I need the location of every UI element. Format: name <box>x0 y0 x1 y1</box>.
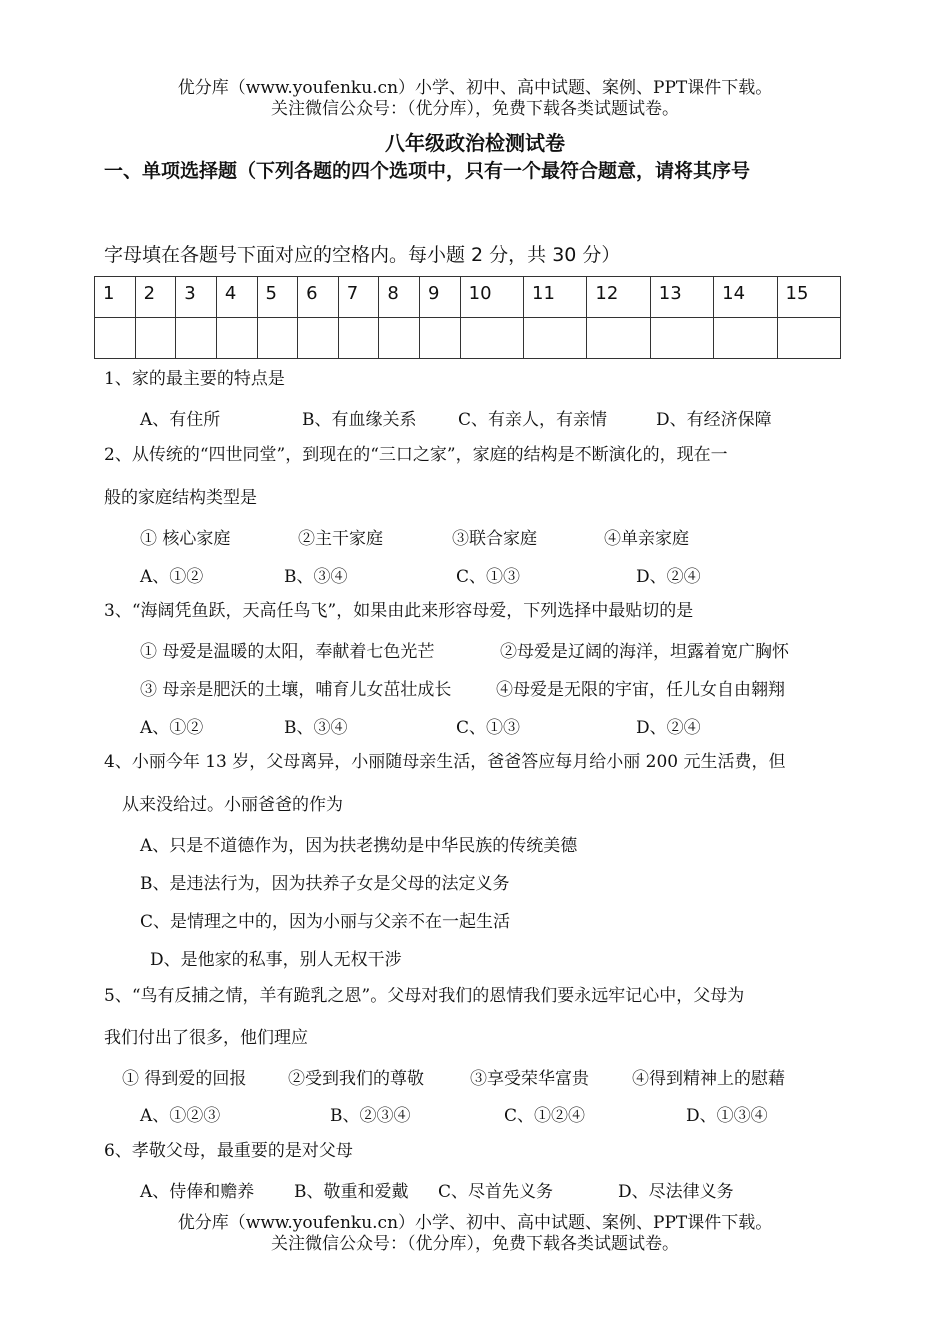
answer-table-blank-row <box>95 318 841 359</box>
question-5-option-c: C、①②④ <box>504 1106 586 1126</box>
question-5-stem: 5、“鸟有反捕之情，羊有跪乳之恩”。父母对我们的恩情我们要永远牢记心中，父母为 <box>104 986 745 1006</box>
question-2-item-2: ②主干家庭 <box>298 529 383 549</box>
question-4-stem-continued: 从来没给过。小丽爸爸的作为 <box>122 795 343 815</box>
exam-title: 八年级政治检测试卷 <box>385 131 565 155</box>
question-2-item-1: ① 核心家庭 <box>140 529 231 549</box>
answer-cell[interactable] <box>257 318 298 359</box>
question-5-item-1: ① 得到爱的回报 <box>122 1069 247 1089</box>
header-line-1: 优分库（www.youfenku.cn）小学、初中、高中试题、案例、PPT课件下载。 <box>177 78 773 98</box>
question-5-option-a: A、①②③ <box>140 1106 221 1126</box>
question-1-option-b: B、有血缘关系 <box>302 410 417 430</box>
question-2-item-3: ③联合家庭 <box>452 529 537 549</box>
answer-number: 6 <box>298 277 339 318</box>
question-2-option-d: D、②④ <box>636 567 701 587</box>
footer-line-2: 关注微信公众号：（优分库），免费下载各类试题试卷。 <box>271 1234 679 1254</box>
question-1-option-c: C、有亲人，有亲情 <box>458 410 608 430</box>
answer-number: 7 <box>338 277 379 318</box>
question-2-option-c: C、①③ <box>456 567 521 587</box>
question-6-option-a: A、侍俸和赡养 <box>140 1182 255 1202</box>
footer-line-1: 优分库（www.youfenku.cn）小学、初中、高中试题、案例、PPT课件下载。 <box>177 1213 773 1233</box>
question-4-option-b: B、是违法行为，因为扶养子女是父母的法定义务 <box>140 874 510 894</box>
answer-number: 11 <box>524 277 587 318</box>
question-3-option-a: A、①② <box>140 718 204 738</box>
answer-cell[interactable] <box>379 318 420 359</box>
question-6-option-d: D、尽法律义务 <box>618 1182 734 1202</box>
question-1-option-d: D、有经济保障 <box>656 410 772 430</box>
answer-number: 8 <box>379 277 420 318</box>
answer-cell[interactable] <box>460 318 523 359</box>
question-3-stem: 3、“海阔凭鱼跃，天高任鸟飞”，如果由此来形容母爱，下列选择中最贴切的是 <box>104 601 694 621</box>
answer-cell[interactable] <box>298 318 339 359</box>
question-3-item-1: ① 母爱是温暖的太阳，奉献着七色光芒 <box>140 642 435 662</box>
answer-number: 15 <box>777 277 841 318</box>
answer-cell[interactable] <box>524 318 587 359</box>
question-3-option-c: C、①③ <box>456 718 521 738</box>
question-6-option-c: C、尽首先义务 <box>438 1182 554 1202</box>
question-4-option-c: C、是情理之中的，因为小丽与父亲不在一起生活 <box>140 912 511 932</box>
section-heading: 一、单项选择题（下列各题的四个选项中，只有一个最符合题意，请将其序号 <box>104 160 751 182</box>
question-5-item-3: ③享受荣华富贵 <box>470 1069 589 1089</box>
question-2-option-a: A、①② <box>140 567 204 587</box>
answer-number: 3 <box>176 277 217 318</box>
answer-cell[interactable] <box>338 318 379 359</box>
question-4-option-d: D、是他家的私事，别人无权干涉 <box>150 950 402 970</box>
question-3-item-3: ③ 母亲是肥沃的土壤，哺育儿女茁壮成长 <box>140 680 452 700</box>
answer-number: 2 <box>135 277 176 318</box>
answer-table-number-row <box>95 277 841 318</box>
question-1-option-a: A、有住所 <box>140 410 221 430</box>
question-5-option-d: D、①③④ <box>686 1106 768 1126</box>
answer-cell[interactable] <box>216 318 257 359</box>
answer-cell[interactable] <box>135 318 176 359</box>
question-4-option-a: A、只是不道德作为，因为扶老携幼是中华民族的传统美德 <box>140 836 578 856</box>
question-3-option-b: B、③④ <box>284 718 348 738</box>
answer-cell[interactable] <box>650 318 713 359</box>
answer-cell[interactable] <box>176 318 217 359</box>
answer-number: 4 <box>216 277 257 318</box>
answer-cell[interactable] <box>777 318 841 359</box>
answer-table <box>94 276 841 359</box>
question-3-item-2: ②母爱是辽阔的海洋，坦露着宽广胸怀 <box>500 642 789 662</box>
answer-number: 9 <box>420 277 461 318</box>
answer-cell[interactable] <box>587 318 650 359</box>
answer-number: 5 <box>257 277 298 318</box>
question-4-stem: 4、小丽今年 13 岁，父母离异，小丽随母亲生活，爸爸答应每月给小丽 200 元生活费，但 <box>104 752 786 772</box>
answer-number: 13 <box>650 277 713 318</box>
question-6-stem: 6、孝敬父母，最重要的是对父母 <box>104 1141 353 1161</box>
question-5-stem-continued: 我们付出了很多，他们理应 <box>104 1028 308 1048</box>
question-5-item-2: ②受到我们的尊敬 <box>288 1069 424 1089</box>
section-heading-continued: 字母填在各题号下面对应的空格内。每小题 2 分，共 30 分） <box>104 244 621 266</box>
question-5-option-b: B、②③④ <box>330 1106 411 1126</box>
answer-number: 12 <box>587 277 650 318</box>
question-2-stem-continued: 般的家庭结构类型是 <box>104 488 257 508</box>
answer-number: 1 <box>95 277 136 318</box>
question-2-item-4: ④单亲家庭 <box>604 529 689 549</box>
question-5-item-4: ④得到精神上的慰藉 <box>632 1069 785 1089</box>
answer-number: 10 <box>460 277 523 318</box>
answer-cell[interactable] <box>420 318 461 359</box>
question-3-option-d: D、②④ <box>636 718 701 738</box>
question-3-item-4: ④母爱是无限的宇宙，任儿女自由翱翔 <box>496 680 785 700</box>
question-1-stem: 1、家的最主要的特点是 <box>104 369 285 389</box>
header-line-2: 关注微信公众号：（优分库），免费下载各类试题试卷。 <box>271 99 679 119</box>
question-2-stem: 2、从传统的“四世同堂”，到现在的“三口之家”，家庭的结构是不断演化的，现在一 <box>104 445 728 465</box>
answer-cell[interactable] <box>714 318 777 359</box>
answer-number: 14 <box>714 277 777 318</box>
question-6-option-b: B、敬重和爱戴 <box>294 1182 409 1202</box>
answer-cell[interactable] <box>95 318 136 359</box>
question-2-option-b: B、③④ <box>284 567 348 587</box>
